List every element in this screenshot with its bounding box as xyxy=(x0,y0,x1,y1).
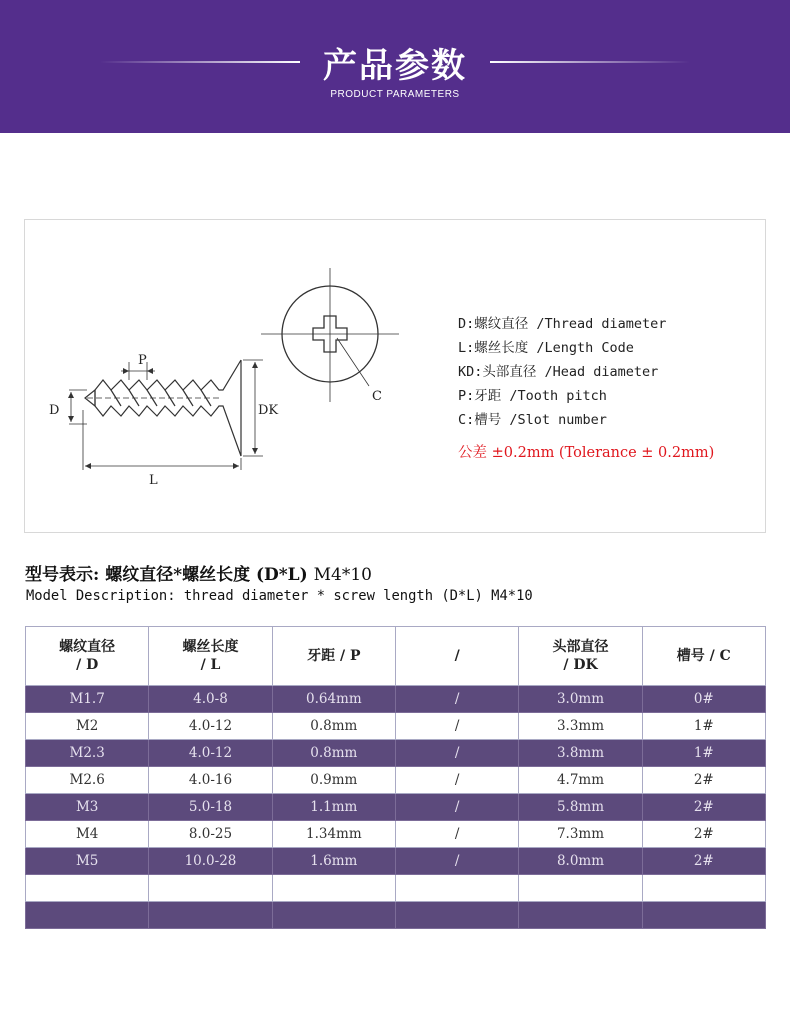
cell-pitch: 1.34mm xyxy=(272,821,395,848)
spec-table-header xyxy=(26,627,766,686)
table-row xyxy=(26,821,766,848)
table-row xyxy=(26,902,766,929)
table-row xyxy=(26,740,766,767)
cell-thread-diameter: M2.6 xyxy=(26,767,149,794)
screw-diagram-panel xyxy=(24,219,766,533)
screw-drawing xyxy=(85,360,241,456)
model-cn-label: 型号表示: 螺纹直径*螺丝长度 (D*L) xyxy=(25,565,308,585)
cell-thread-diameter xyxy=(26,902,149,929)
header-pitch: 牙距 / P xyxy=(272,627,395,686)
cell-screw-length: 5.0-18 xyxy=(149,794,272,821)
cell-slash: / xyxy=(395,821,518,848)
page-title: 产品参数 xyxy=(323,46,467,86)
cell-pitch: 0.8mm xyxy=(272,713,395,740)
table-row xyxy=(26,794,766,821)
page-subtitle: PRODUCT PARAMETERS xyxy=(330,89,460,100)
cell-head-diameter: 5.8mm xyxy=(519,794,642,821)
cell-screw-length: 10.0-28 xyxy=(149,848,272,875)
cell-slot-number: 2# xyxy=(642,794,765,821)
cell-slash: / xyxy=(395,794,518,821)
cell-slot-number: 2# xyxy=(642,767,765,794)
label-l: L xyxy=(149,473,158,488)
model-description-en: Model Description: thread diameter * screw length (D*L) M4*10 xyxy=(26,588,533,604)
legend-item-kd: KD:头部直径 /Head diameter xyxy=(458,364,659,380)
cell-pitch: 1.6mm xyxy=(272,848,395,875)
label-p: P xyxy=(138,353,147,368)
cell-head-diameter: 8.0mm xyxy=(519,848,642,875)
table-row xyxy=(26,713,766,740)
table-row xyxy=(26,875,766,902)
cell-slot-number: 0# xyxy=(642,686,765,713)
cell-pitch: 1.1mm xyxy=(272,794,395,821)
tolerance-note: 公差 ±0.2mm (Tolerance ± 0.2mm) xyxy=(458,445,715,461)
cell-pitch: 0.64mm xyxy=(272,686,395,713)
table-row xyxy=(26,686,766,713)
cell-slot-number: 2# xyxy=(642,821,765,848)
cell-screw-length: 4.0-12 xyxy=(149,713,272,740)
legend-item-p: P:牙距 /Tooth pitch xyxy=(458,388,607,404)
cell-pitch: 0.8mm xyxy=(272,740,395,767)
screw-head-top-view xyxy=(261,268,399,402)
cell-head-diameter: 3.8mm xyxy=(519,740,642,767)
cell-head-diameter: 4.7mm xyxy=(519,767,642,794)
cell-thread-diameter: M4 xyxy=(26,821,149,848)
cell-head-diameter: 7.3mm xyxy=(519,821,642,848)
legend-item-l: L:螺丝长度 /Length Code xyxy=(458,340,634,356)
cell-slot-number: 1# xyxy=(642,713,765,740)
cell-pitch xyxy=(272,902,395,929)
cell-screw-length xyxy=(149,875,272,902)
dimension-legend xyxy=(458,312,666,432)
table-row xyxy=(26,767,766,794)
header-slot-number: 槽号 / C xyxy=(642,627,765,686)
cell-screw-length: 4.0-8 xyxy=(149,686,272,713)
cell-slash: / xyxy=(395,740,518,767)
label-d: D xyxy=(49,403,60,418)
label-c: C xyxy=(372,389,382,404)
model-description-cn xyxy=(25,560,372,585)
cell-slot-number xyxy=(642,902,765,929)
header-head-diameter: 头部直径 / DK xyxy=(519,627,642,686)
cell-slot-number: 1# xyxy=(642,740,765,767)
header-screw-length: 螺丝长度 / L xyxy=(149,627,272,686)
cell-thread-diameter xyxy=(26,875,149,902)
cell-thread-diameter: M3 xyxy=(26,794,149,821)
label-dk: DK xyxy=(258,403,279,418)
spec-table-body xyxy=(26,686,766,929)
legend-item-d: D:螺纹直径 /Thread diameter xyxy=(458,316,667,332)
cell-head-diameter xyxy=(519,875,642,902)
cell-slash xyxy=(395,875,518,902)
cell-slash xyxy=(395,902,518,929)
cell-slash: / xyxy=(395,767,518,794)
cell-slash: / xyxy=(395,713,518,740)
header-banner xyxy=(0,0,790,133)
cell-pitch: 0.9mm xyxy=(272,767,395,794)
cell-slot-number xyxy=(642,875,765,902)
legend-item-c: C:槽号 /Slot number xyxy=(458,412,607,428)
cell-thread-diameter: M1.7 xyxy=(26,686,149,713)
cell-slot-number: 2# xyxy=(642,848,765,875)
header-slash: / xyxy=(395,627,518,686)
table-row xyxy=(26,848,766,875)
model-cn-value: M4*10 xyxy=(313,565,372,585)
cell-slash: / xyxy=(395,686,518,713)
cell-thread-diameter: M2.3 xyxy=(26,740,149,767)
cell-screw-length: 8.0-25 xyxy=(149,821,272,848)
cell-pitch xyxy=(272,875,395,902)
cell-screw-length xyxy=(149,902,272,929)
spec-table xyxy=(25,626,766,929)
cell-screw-length: 4.0-16 xyxy=(149,767,272,794)
cell-head-diameter: 3.3mm xyxy=(519,713,642,740)
header-thread-diameter: 螺纹直径 / D xyxy=(26,627,149,686)
cell-slash: / xyxy=(395,848,518,875)
cell-thread-diameter: M2 xyxy=(26,713,149,740)
cell-screw-length: 4.0-12 xyxy=(149,740,272,767)
cell-head-diameter xyxy=(519,902,642,929)
cell-head-diameter: 3.0mm xyxy=(519,686,642,713)
cell-thread-diameter: M5 xyxy=(26,848,149,875)
